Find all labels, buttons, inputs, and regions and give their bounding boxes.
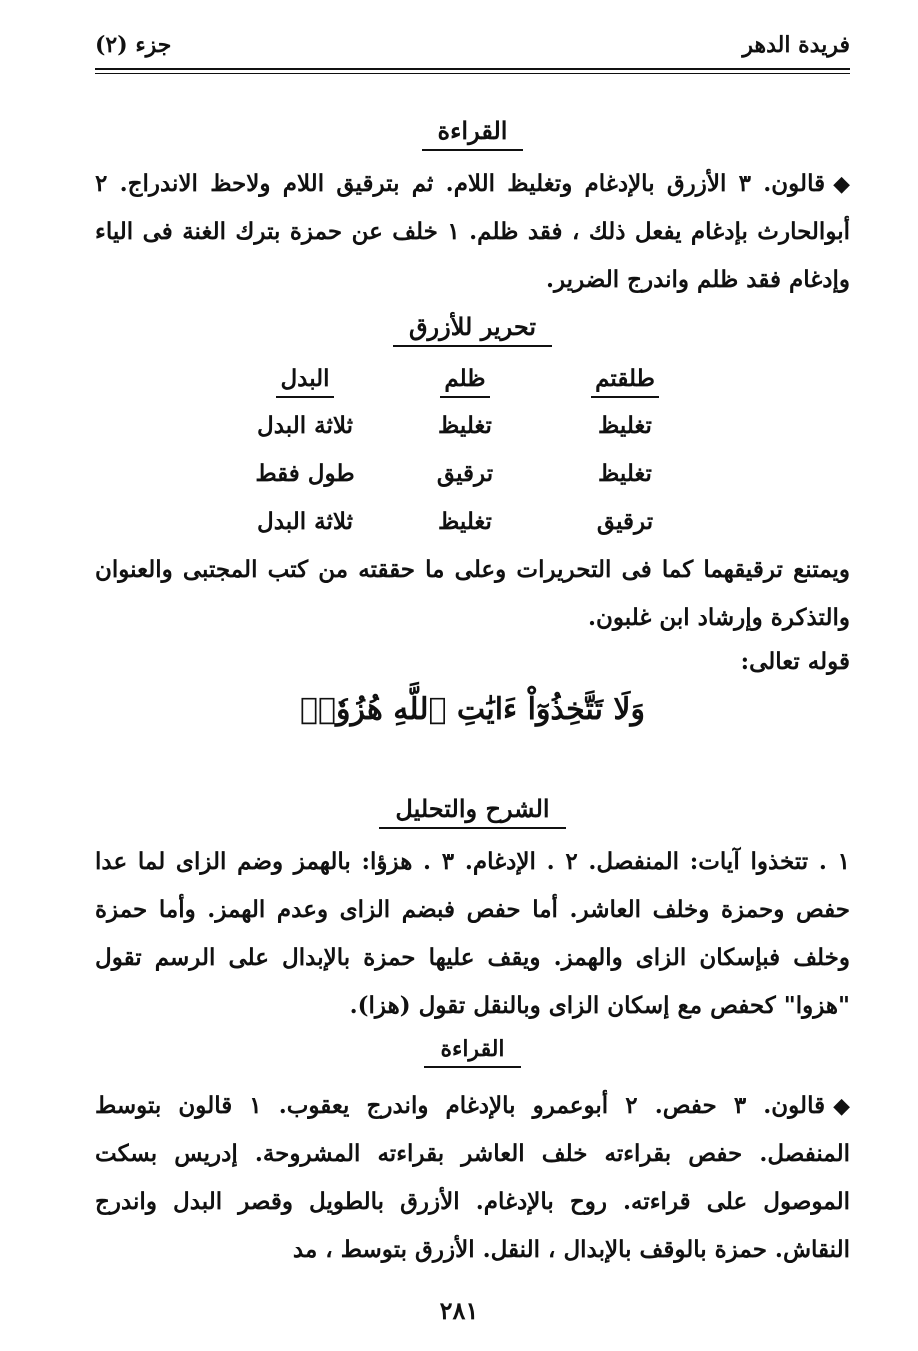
verse-row (95, 692, 850, 727)
quote-label-row (95, 648, 850, 675)
page-number: ٢٨١ (439, 1296, 479, 1325)
section2-body (95, 838, 850, 1030)
book-title: فريدة الدهر (742, 32, 850, 58)
section-heading-sharh (95, 794, 850, 829)
header-rule-thin (95, 73, 850, 74)
table-column (390, 362, 540, 546)
section-heading-qiraa (95, 116, 850, 151)
table-cell: تغليظ (598, 412, 652, 439)
diamond-bullet-icon: ◆ (833, 171, 850, 197)
table-cell: ثلاثة البدل (257, 412, 353, 439)
table-cell: تغليظ (438, 508, 492, 535)
paragraph-text: قالون. ٣ حفص. ٢ أبوعمرو بالإدغام واندرج يعقوب. ١ قالون بتوسط المنفصل. حفص بقراءته خلف العاشر بقراءته المشروحة. إدريس بسكت الموصول على قراءته. روح بالإدغام. الأزرق بالطويل وقصر البدل واندرج النقاش. حمزة بالوقف بالإبدال ، النقل. الأزرق بتوسط ، مد (95, 1092, 850, 1263)
table-header: البدل (276, 365, 333, 398)
table-cell: تغليظ (598, 460, 652, 487)
table-header: ظلم (440, 365, 489, 398)
section-heading-text: القراءة (422, 116, 524, 151)
paragraph (95, 160, 850, 304)
table-cell: ثلاثة البدل (257, 508, 353, 535)
running-header (95, 28, 850, 68)
part-number: جزء (٢) (95, 32, 172, 58)
diamond-bullet-icon: ◆ (833, 1093, 850, 1119)
section1-body (95, 160, 850, 304)
header-rule (95, 68, 850, 70)
table-title-text: تحرير للأزرق (393, 312, 552, 347)
table-cell: ترقيق (436, 460, 494, 487)
table-header: طلقتم (591, 365, 659, 398)
table-cell: ترقيق (596, 508, 654, 535)
table-cell: طول فقط (255, 460, 355, 487)
paragraph: ويمتنع ترقيقهما كما فى التحريرات وعلى ما حققته من كتب المجتبى والعنوان والتذكرة وإرشاد ابن غلبون. (95, 556, 850, 631)
table-title (95, 312, 850, 347)
table-column (550, 362, 700, 546)
section3-body (95, 1082, 850, 1274)
quran-verse: وَلَا تَتَّخِذُوٓاْ ءَايَٰتِ ٱللَّهِ هُزُوٗاۚ (300, 692, 645, 727)
paragraph: ١ . تتخذوا آيات: المنفصل. ٢ . الإدغام. ٣ . هزؤا: بالهمز وضم الزاى لما عدا حفص وحمزة وخلف العاشر. أما حفص فبضم الزاى وعدم الهمز. وأما حمزة وخلف فبإسكان الزاى والهمز. ويقف عليها حمزة بالإبدال على الرسم تقول "هزوا" كحفص مع إسكان الزاى وبالنقل تقول (هزا). (95, 848, 851, 1019)
azraq-table (230, 362, 700, 542)
section-heading-text: القراءة (424, 1036, 520, 1068)
quote-label: قوله تعالى: (740, 648, 850, 675)
table-cell: تغليظ (438, 412, 492, 439)
paragraph-text: قالون. ٣ الأزرق بالإدغام وتغليظ اللام. ثم بترقيق اللام ولاحظ الاندراج. ٢ أبوالحارث بإدغام يفعل ذلك ، فقد ظلم. ١ خلف عن حمزة بترك الغنة فى الياء وإدغام فقد ظلم واندرج الضرير. (95, 170, 850, 293)
note-body (95, 546, 850, 642)
paragraph (95, 1082, 850, 1274)
section-heading-text: الشرح والتحليل (379, 794, 565, 829)
table-column (230, 362, 380, 546)
section-heading-qiraa-2 (95, 1036, 850, 1068)
